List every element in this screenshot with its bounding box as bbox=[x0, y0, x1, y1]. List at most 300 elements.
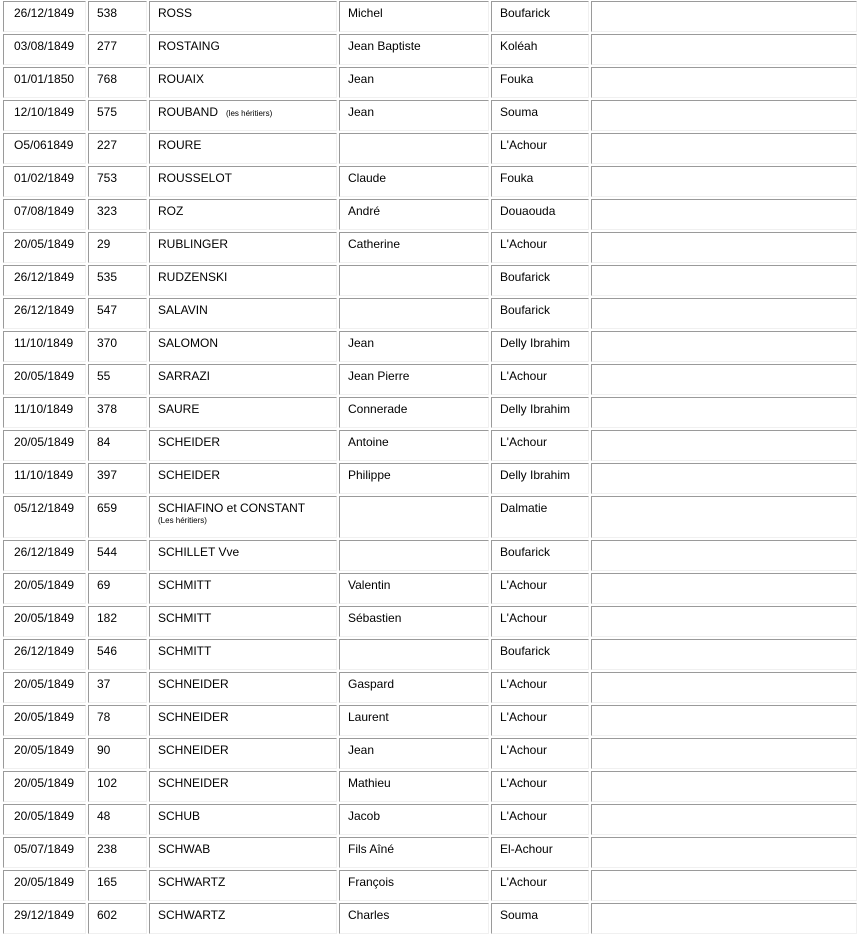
place-cell-text: Delly Ibrahim bbox=[500, 336, 571, 350]
number-cell-text: 397 bbox=[97, 468, 118, 482]
surname-cell-text: SCHILLET Vve bbox=[158, 545, 240, 559]
place-cell-text: L'Achour bbox=[500, 578, 547, 592]
date-cell bbox=[3, 430, 86, 461]
table-row bbox=[3, 870, 857, 901]
number-cell bbox=[88, 463, 147, 494]
place-cell-text: L'Achour bbox=[500, 809, 547, 823]
date-cell-text: 29/12/1849 bbox=[14, 908, 75, 922]
date-cell bbox=[3, 331, 86, 362]
number-cell bbox=[88, 298, 147, 329]
table-row bbox=[3, 364, 857, 395]
empty-cell bbox=[591, 771, 857, 802]
surname-cell bbox=[149, 771, 337, 802]
date-cell bbox=[3, 133, 86, 164]
date-cell-text: 11/10/1849 bbox=[14, 468, 74, 482]
number-cell-text: 538 bbox=[97, 6, 118, 20]
empty-cell bbox=[591, 870, 857, 901]
place-cell bbox=[491, 606, 589, 637]
empty-cell bbox=[591, 463, 857, 494]
surname-cell bbox=[149, 364, 337, 395]
date-cell-text: 05/12/1849 bbox=[14, 501, 75, 515]
firstname-cell-text: Jacob bbox=[348, 809, 381, 823]
surname-cell-text: RUDZENSKI bbox=[158, 270, 228, 284]
date-cell-text: 26/12/1849 bbox=[14, 644, 75, 658]
surname-cell-text: ROZ bbox=[158, 204, 184, 218]
empty-cell bbox=[591, 298, 857, 329]
date-cell bbox=[3, 463, 86, 494]
surname-cell-text: SCHIAFINO et CONSTANT bbox=[158, 501, 306, 515]
surname-cell-text: ROSTAING bbox=[158, 39, 220, 53]
date-cell-text: 03/08/1849 bbox=[14, 39, 75, 53]
number-cell-text: 547 bbox=[97, 303, 118, 317]
date-cell bbox=[3, 639, 86, 670]
place-cell bbox=[491, 738, 589, 769]
surname-cell-text: ROURE bbox=[158, 138, 202, 152]
date-cell bbox=[3, 166, 86, 197]
table-row bbox=[3, 771, 857, 802]
number-cell-text: 323 bbox=[97, 204, 118, 218]
register-body bbox=[3, 1, 857, 934]
place-cell bbox=[491, 463, 589, 494]
surname-cell-text: SCHMITT bbox=[158, 611, 212, 625]
number-cell bbox=[88, 540, 147, 571]
number-cell-text: 546 bbox=[97, 644, 118, 658]
firstname-cell-text: Philippe bbox=[348, 468, 391, 482]
empty-cell bbox=[591, 397, 857, 428]
date-cell-text: 20/05/1849 bbox=[14, 710, 75, 724]
surname-cell-text: SCHNEIDER bbox=[158, 677, 229, 691]
place-cell-text: Fouka bbox=[500, 72, 534, 86]
date-cell-text: 20/05/1849 bbox=[14, 776, 75, 790]
place-cell-text: Dalmatie bbox=[500, 501, 548, 515]
empty-cell bbox=[591, 903, 857, 934]
table-row bbox=[3, 639, 857, 670]
number-cell-text: 768 bbox=[97, 72, 118, 86]
place-cell bbox=[491, 804, 589, 835]
firstname-cell-text: Mathieu bbox=[348, 776, 391, 790]
place-cell bbox=[491, 298, 589, 329]
date-cell-text: 11/10/1849 bbox=[14, 402, 74, 416]
empty-cell bbox=[591, 672, 857, 703]
date-cell-text: 20/05/1849 bbox=[14, 743, 75, 757]
empty-cell bbox=[591, 496, 857, 538]
table-row bbox=[3, 606, 857, 637]
surname-cell bbox=[149, 34, 337, 65]
firstname-cell bbox=[339, 903, 489, 934]
place-cell-text: L'Achour bbox=[500, 743, 547, 757]
firstname-cell-text: Valentin bbox=[348, 578, 391, 592]
number-cell-text: 84 bbox=[97, 435, 111, 449]
number-cell-text: 102 bbox=[97, 776, 118, 790]
firstname-cell bbox=[339, 331, 489, 362]
place-cell bbox=[491, 67, 589, 98]
table-row bbox=[3, 166, 857, 197]
table-row bbox=[3, 232, 857, 263]
place-cell-text: L'Achour bbox=[500, 369, 547, 383]
place-cell bbox=[491, 100, 589, 131]
surname-cell-text: ROSS bbox=[158, 6, 193, 20]
firstname-cell bbox=[339, 232, 489, 263]
date-cell-text: 12/10/1849 bbox=[14, 105, 75, 119]
table-row bbox=[3, 804, 857, 835]
place-cell bbox=[491, 331, 589, 362]
place-cell bbox=[491, 903, 589, 934]
date-cell-text: 20/05/1849 bbox=[14, 611, 75, 625]
table-row bbox=[3, 1, 857, 32]
number-cell bbox=[88, 804, 147, 835]
number-cell-text: 37 bbox=[97, 677, 111, 691]
date-cell-text: 26/12/1849 bbox=[14, 303, 75, 317]
surname-cell bbox=[149, 738, 337, 769]
table-row bbox=[3, 903, 857, 934]
table-row bbox=[3, 199, 857, 230]
table-row bbox=[3, 430, 857, 461]
empty-cell bbox=[591, 705, 857, 736]
place-cell-text: Fouka bbox=[500, 171, 534, 185]
date-cell-text: 26/12/1849 bbox=[14, 545, 75, 559]
empty-cell bbox=[591, 67, 857, 98]
place-cell bbox=[491, 364, 589, 395]
surname-cell bbox=[149, 430, 337, 461]
surname-cell bbox=[149, 903, 337, 934]
firstname-cell-text: Jean bbox=[348, 336, 375, 350]
date-cell bbox=[3, 67, 86, 98]
date-cell bbox=[3, 199, 86, 230]
surname-cell bbox=[149, 540, 337, 571]
table-row bbox=[3, 672, 857, 703]
firstname-cell-text: Charles bbox=[348, 908, 390, 922]
firstname-cell bbox=[339, 397, 489, 428]
heirs-note: (Les héritiers) bbox=[158, 516, 207, 525]
firstname-cell bbox=[339, 1, 489, 32]
firstname-cell-text: Jean Baptiste bbox=[348, 39, 421, 53]
surname-cell bbox=[149, 397, 337, 428]
number-cell-text: 48 bbox=[97, 809, 111, 823]
date-cell-text: 01/01/1850 bbox=[14, 72, 75, 86]
table-row bbox=[3, 496, 857, 538]
date-cell bbox=[3, 540, 86, 571]
place-cell-text: L'Achour bbox=[500, 875, 547, 889]
place-cell-text: Boufarick bbox=[500, 303, 551, 317]
number-cell-text: 535 bbox=[97, 270, 118, 284]
number-cell-text: 753 bbox=[97, 171, 118, 185]
place-cell bbox=[491, 870, 589, 901]
place-cell bbox=[491, 496, 589, 538]
firstname-cell bbox=[339, 804, 489, 835]
firstname-cell bbox=[339, 870, 489, 901]
firstname-cell-text: Catherine bbox=[348, 237, 401, 251]
number-cell bbox=[88, 232, 147, 263]
date-cell bbox=[3, 771, 86, 802]
surname-cell bbox=[149, 804, 337, 835]
firstname-cell-text: Antoine bbox=[348, 435, 389, 449]
number-cell-text: 659 bbox=[97, 501, 118, 515]
table-row bbox=[3, 133, 857, 164]
place-cell-text: Douaouda bbox=[500, 204, 556, 218]
surname-cell-text: SCHNEIDER bbox=[158, 743, 229, 757]
number-cell bbox=[88, 331, 147, 362]
firstname-cell bbox=[339, 573, 489, 604]
number-cell bbox=[88, 265, 147, 296]
number-cell-text: 69 bbox=[97, 578, 111, 592]
date-cell-text: 05/07/1849 bbox=[14, 842, 75, 856]
table-row bbox=[3, 397, 857, 428]
surname-cell bbox=[149, 606, 337, 637]
place-cell bbox=[491, 1, 589, 32]
number-cell bbox=[88, 67, 147, 98]
number-cell bbox=[88, 639, 147, 670]
place-cell bbox=[491, 837, 589, 868]
firstname-cell-text: Jean Pierre bbox=[348, 369, 410, 383]
surname-cell bbox=[149, 463, 337, 494]
table-row bbox=[3, 100, 857, 131]
surname-cell-text: SCHNEIDER bbox=[158, 776, 229, 790]
date-cell bbox=[3, 298, 86, 329]
number-cell bbox=[88, 705, 147, 736]
firstname-cell bbox=[339, 606, 489, 637]
number-cell-text: 165 bbox=[97, 875, 118, 889]
empty-cell bbox=[591, 100, 857, 131]
firstname-cell bbox=[339, 463, 489, 494]
date-cell bbox=[3, 34, 86, 65]
date-cell bbox=[3, 738, 86, 769]
date-cell bbox=[3, 100, 86, 131]
number-cell-text: 90 bbox=[97, 743, 111, 757]
number-cell-text: 575 bbox=[97, 105, 118, 119]
firstname-cell bbox=[339, 67, 489, 98]
firstname-cell-text: Jean bbox=[348, 105, 375, 119]
number-cell-text: 370 bbox=[97, 336, 118, 350]
firstname-cell bbox=[339, 364, 489, 395]
surname-cell bbox=[149, 67, 337, 98]
table-row bbox=[3, 298, 857, 329]
date-cell-text: 11/10/1849 bbox=[14, 336, 74, 350]
empty-cell bbox=[591, 34, 857, 65]
place-cell bbox=[491, 34, 589, 65]
date-cell-text: 20/05/1849 bbox=[14, 677, 75, 691]
surname-cell bbox=[149, 672, 337, 703]
surname-cell bbox=[149, 870, 337, 901]
register-table bbox=[1, 0, 859, 936]
place-cell-text: Koléah bbox=[500, 39, 538, 53]
date-cell bbox=[3, 903, 86, 934]
date-cell bbox=[3, 870, 86, 901]
place-cell bbox=[491, 265, 589, 296]
number-cell-text: 182 bbox=[97, 611, 118, 625]
surname-cell bbox=[149, 298, 337, 329]
date-cell bbox=[3, 397, 86, 428]
firstname-cell-text: Jean bbox=[348, 743, 375, 757]
table-row bbox=[3, 67, 857, 98]
place-cell bbox=[491, 573, 589, 604]
firstname-cell-text: Laurent bbox=[348, 710, 389, 724]
empty-cell bbox=[591, 331, 857, 362]
firstname-cell bbox=[339, 100, 489, 131]
firstname-cell-text: Sébastien bbox=[348, 611, 402, 625]
firstname-cell-text: Connerade bbox=[348, 402, 408, 416]
empty-cell bbox=[591, 837, 857, 868]
place-cell-text: Delly Ibrahim bbox=[500, 468, 571, 482]
place-cell bbox=[491, 133, 589, 164]
empty-cell bbox=[591, 430, 857, 461]
firstname-cell bbox=[339, 133, 489, 164]
number-cell-text: 29 bbox=[97, 237, 111, 251]
date-cell bbox=[3, 672, 86, 703]
number-cell bbox=[88, 430, 147, 461]
surname-cell bbox=[149, 100, 337, 131]
number-cell bbox=[88, 672, 147, 703]
surname-cell bbox=[149, 837, 337, 868]
number-cell bbox=[88, 34, 147, 65]
date-cell bbox=[3, 837, 86, 868]
firstname-cell-text: Gaspard bbox=[348, 677, 395, 691]
place-cell bbox=[491, 166, 589, 197]
firstname-cell-text: Michel bbox=[348, 6, 383, 20]
place-cell-text: El-Achour bbox=[500, 842, 553, 856]
place-cell bbox=[491, 672, 589, 703]
number-cell bbox=[88, 133, 147, 164]
date-cell bbox=[3, 496, 86, 538]
number-cell-text: 602 bbox=[97, 908, 118, 922]
number-cell bbox=[88, 903, 147, 934]
surname-cell bbox=[149, 496, 337, 538]
number-cell bbox=[88, 199, 147, 230]
surname-cell bbox=[149, 199, 337, 230]
empty-cell bbox=[591, 199, 857, 230]
empty-cell bbox=[591, 364, 857, 395]
surname-cell-text: SCHMITT bbox=[158, 578, 212, 592]
number-cell bbox=[88, 837, 147, 868]
table-row bbox=[3, 540, 857, 571]
firstname-cell bbox=[339, 738, 489, 769]
surname-cell-text: SCHUB bbox=[158, 809, 201, 823]
number-cell-text: 238 bbox=[97, 842, 118, 856]
place-cell bbox=[491, 430, 589, 461]
empty-cell bbox=[591, 804, 857, 835]
place-cell-text: L'Achour bbox=[500, 710, 547, 724]
surname-cell bbox=[149, 573, 337, 604]
empty-cell bbox=[591, 1, 857, 32]
date-cell-text: 26/12/1849 bbox=[14, 6, 75, 20]
date-cell-text: O5/061849 bbox=[14, 138, 74, 152]
place-cell bbox=[491, 232, 589, 263]
firstname-cell bbox=[339, 705, 489, 736]
table-row bbox=[3, 265, 857, 296]
empty-cell bbox=[591, 232, 857, 263]
surname-cell bbox=[149, 639, 337, 670]
empty-cell bbox=[591, 606, 857, 637]
firstname-cell bbox=[339, 199, 489, 230]
date-cell-text: 26/12/1849 bbox=[14, 270, 75, 284]
table-row bbox=[3, 705, 857, 736]
firstname-cell bbox=[339, 265, 489, 296]
date-cell-text: 20/05/1849 bbox=[14, 578, 75, 592]
place-cell-text: Boufarick bbox=[500, 644, 551, 658]
firstname-cell-text: François bbox=[348, 875, 395, 889]
place-cell-text: Boufarick bbox=[500, 6, 551, 20]
place-cell-text: Souma bbox=[500, 105, 539, 119]
date-cell-text: 20/05/1849 bbox=[14, 435, 75, 449]
number-cell-text: 378 bbox=[97, 402, 118, 416]
surname-cell-text: SALOMON bbox=[158, 336, 219, 350]
date-cell bbox=[3, 573, 86, 604]
surname-cell-text: ROUSSELOT bbox=[158, 171, 233, 185]
surname-cell-text: SCHWARTZ bbox=[158, 875, 226, 889]
firstname-cell-text: Jean bbox=[348, 72, 375, 86]
empty-cell bbox=[591, 133, 857, 164]
empty-cell bbox=[591, 166, 857, 197]
place-cell-text: L'Achour bbox=[500, 776, 547, 790]
place-cell bbox=[491, 639, 589, 670]
number-cell-text: 227 bbox=[97, 138, 118, 152]
surname-cell bbox=[149, 232, 337, 263]
firstname-cell bbox=[339, 34, 489, 65]
place-cell bbox=[491, 705, 589, 736]
place-cell-text: Souma bbox=[500, 908, 539, 922]
number-cell-text: 277 bbox=[97, 39, 118, 53]
surname-cell bbox=[149, 331, 337, 362]
table-row bbox=[3, 463, 857, 494]
number-cell bbox=[88, 573, 147, 604]
empty-cell bbox=[591, 573, 857, 604]
firstname-cell bbox=[339, 672, 489, 703]
number-cell bbox=[88, 738, 147, 769]
number-cell bbox=[88, 606, 147, 637]
date-cell-text: 20/05/1849 bbox=[14, 237, 75, 251]
number-cell bbox=[88, 771, 147, 802]
surname-cell-text: SARRAZI bbox=[158, 369, 211, 383]
firstname-cell bbox=[339, 430, 489, 461]
number-cell bbox=[88, 166, 147, 197]
date-cell bbox=[3, 804, 86, 835]
firstname-cell bbox=[339, 540, 489, 571]
date-cell bbox=[3, 232, 86, 263]
table-row bbox=[3, 837, 857, 868]
number-cell bbox=[88, 870, 147, 901]
surname-cell-text: ROUAIX bbox=[158, 72, 205, 86]
surname-cell-text: SCHNEIDER bbox=[158, 710, 229, 724]
place-cell-text: L'Achour bbox=[500, 138, 547, 152]
firstname-cell bbox=[339, 496, 489, 538]
table-row bbox=[3, 34, 857, 65]
date-cell-text: 01/02/1849 bbox=[14, 171, 75, 185]
date-cell-text: 20/05/1849 bbox=[14, 809, 75, 823]
surname-cell-text: SCHWAB bbox=[158, 842, 211, 856]
surname-cell bbox=[149, 166, 337, 197]
date-cell-text: 07/08/1849 bbox=[14, 204, 75, 218]
surname-cell bbox=[149, 1, 337, 32]
firstname-cell-text: Claude bbox=[348, 171, 387, 185]
surname-cell bbox=[149, 133, 337, 164]
surname-cell bbox=[149, 265, 337, 296]
number-cell bbox=[88, 100, 147, 131]
surname-cell-text: SCHEIDER bbox=[158, 468, 221, 482]
date-cell bbox=[3, 1, 86, 32]
table-row bbox=[3, 738, 857, 769]
surname-cell-text: SCHEIDER bbox=[158, 435, 221, 449]
firstname-cell bbox=[339, 771, 489, 802]
place-cell bbox=[491, 397, 589, 428]
place-cell-text: L'Achour bbox=[500, 677, 547, 691]
empty-cell bbox=[591, 265, 857, 296]
number-cell bbox=[88, 496, 147, 538]
firstname-cell bbox=[339, 837, 489, 868]
number-cell bbox=[88, 1, 147, 32]
surname-cell-text: RUBLINGER bbox=[158, 237, 229, 251]
surname-cell-text: SCHMITT bbox=[158, 644, 212, 658]
place-cell-text: Boufarick bbox=[500, 270, 551, 284]
surname-cell-text: ROUBAND bbox=[158, 105, 219, 119]
